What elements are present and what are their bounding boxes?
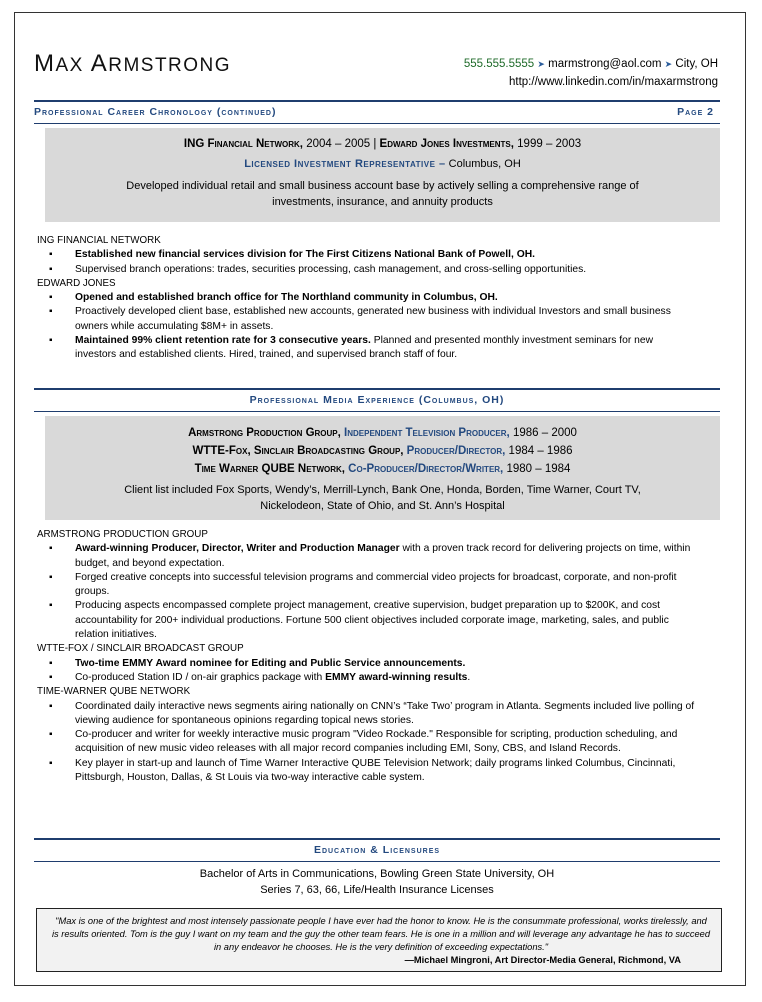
degree: Bachelor of Arts in Communications, Bowling Green State University, OH bbox=[199, 868, 555, 880]
list-item: ▪ Co-producer and writer for weekly interactive music program "Video Rockade." Responsible for scripting, production scheduling, and acquisition of new music video releases with all major record companies including EMI, Sony, CBS, and Island Records. bbox=[27, 728, 697, 757]
linkedin-link[interactable]: http://www.linkedin.com/in/maxarmstrong bbox=[509, 76, 718, 88]
contact-info bbox=[464, 55, 718, 91]
phone: 555.555.5555 bbox=[463, 58, 535, 70]
company-label: TIME-WARNER QUBE NETWORK bbox=[37, 686, 191, 698]
divider bbox=[34, 100, 720, 102]
arrow-icon: ➤ bbox=[664, 59, 673, 69]
divider bbox=[34, 838, 720, 840]
media-section-title: Professional Media Experience (Columbus, OH) bbox=[249, 394, 505, 406]
career-summary: Developed individual retail and small business account base by actively selling a comprehensive range of investments, insurance, and annuity products bbox=[126, 180, 639, 208]
media-employer-3: Time Warner QUBE Network, Co-Producer/Director/Writer, 1980 – 1984 bbox=[194, 463, 571, 475]
media-employer-2: WTTE-Fox, Sinclair Broadcasting Group, Producer/Director, 1984 – 1986 bbox=[192, 445, 573, 457]
list-item: ▪ Established new financial services division for The First Citizens National Bank of Powell, OH. bbox=[27, 248, 697, 262]
candidate-name: MAX ARMSTRONG bbox=[34, 50, 232, 77]
employers-line: ING Financial Network, 2004 – 2005 | Edward Jones Investments, 1999 – 2003 bbox=[183, 138, 582, 150]
testimonial-attribution: —Michael Mingroni, Art Director-Media General, Richmond, VA bbox=[404, 955, 681, 965]
list-item: ▪ Key player in start-up and launch of Time Warner Interactive QUBE Television Network; daily programs linked Columbus, Cincinnati, Pittsburgh, Houston, Dallas, & St Louis via two-way interactive cable system. bbox=[27, 757, 697, 786]
list-item: ▪ Forged creative concepts into successful television programs and commercial video projects for broadcast, corporate, and non-profit groups. bbox=[27, 571, 697, 600]
list-item: ▪ Award-winning Producer, Director, Writer and Production Manager with a proven track record for delivering projects on time, within budget, and beyond expectation. bbox=[27, 542, 697, 571]
list-item: ▪ Supervised branch operations: trades, securities processing, cash management, and cross-selling opportunities. bbox=[27, 263, 697, 277]
career-details bbox=[37, 234, 697, 363]
list-item: ▪ Maintained 99% client retention rate for 3 consecutive years. Planned and presented monthly investment seminars for new investors and established clients. Hired, trained, and supervised branch staff of four. bbox=[27, 334, 697, 363]
licenses: Series 7, 63, 66, Life/Health Insurance Licenses bbox=[260, 884, 494, 896]
education-details bbox=[34, 866, 720, 898]
location: City, OH bbox=[675, 58, 718, 70]
role-line: Licensed Investment Representative – Columbus, OH bbox=[244, 158, 521, 170]
divider bbox=[34, 861, 720, 862]
company-label: ARMSTRONG PRODUCTION GROUP bbox=[37, 529, 208, 540]
client-list: Client list included Fox Sports, Wendy’s, Merrill-Lynch, Bank One, Honda, Borden, Time Warner, Court TV, Nickelodeon, State of Ohio, and St. Ann’s Hospital bbox=[124, 484, 641, 512]
email[interactable]: marmstrong@aol.com bbox=[548, 58, 662, 70]
company-label: EDWARD JONES bbox=[37, 277, 116, 289]
list-item: ▪ Two-time EMMY Award nominee for Editing and Public Service announcements. bbox=[27, 657, 697, 671]
list-item: ▪ Opened and established branch office for The Northland community in Columbus, OH. bbox=[27, 291, 697, 305]
company-label: ING FINANCIAL NETWORK bbox=[37, 235, 161, 246]
media-summary-box bbox=[45, 416, 720, 520]
media-employer-1: Armstrong Production Group, Independent Television Producer, 1986 – 2000 bbox=[188, 427, 577, 439]
media-details bbox=[37, 528, 697, 785]
education-section-title: Education & Licensures bbox=[313, 844, 441, 856]
arrow-icon: ➤ bbox=[537, 59, 545, 69]
list-item: ▪ Proactively developed client base, established new accounts, generated new business with individual Investors and small business owners while accumulating $8M+ in assets. bbox=[27, 305, 697, 334]
list-item: ▪ Producing aspects encompassed complete project management, creative supervision, budget preparation up to $200K, and cost accountability for 200+ individual productions. Fortune 500 client objectives included corporate image, marketing, sales, and public relation initiatives. bbox=[27, 599, 697, 642]
career-section-title: Professional Career Chronology (continued) Page 2 bbox=[34, 106, 714, 118]
page-number: Page 2 bbox=[677, 106, 714, 118]
company-label: WTTE-FOX / SINCLAIR BROADCAST GROUP bbox=[37, 643, 244, 655]
career-summary-box bbox=[45, 128, 720, 222]
list-item: ▪ Coordinated daily interactive news segments airing nationally on CNN’s “Take Two’ program in Atlanta. Segments included live polling of viewing audience for spontaneous opinions regarding topical news stories. bbox=[27, 700, 697, 729]
testimonial-box bbox=[36, 908, 722, 972]
divider bbox=[34, 123, 720, 124]
testimonial-quote: "Max is one of the brightest and most intensely passionate people I have ever had the honor to know. He is the consummate professional, works tirelessly, and is results oriented. Tom is the guy I want on my team and the guy the other team fears. He is one in a million and will leverage any advantage he has to succeed in any endeavor he chooses. He is the very definition of exceeding expectations." bbox=[51, 916, 711, 952]
list-item: ▪ Co-produced Station ID / on-air graphics package with EMMY award-winning results. bbox=[27, 671, 697, 685]
divider bbox=[34, 388, 720, 390]
divider bbox=[34, 411, 720, 412]
